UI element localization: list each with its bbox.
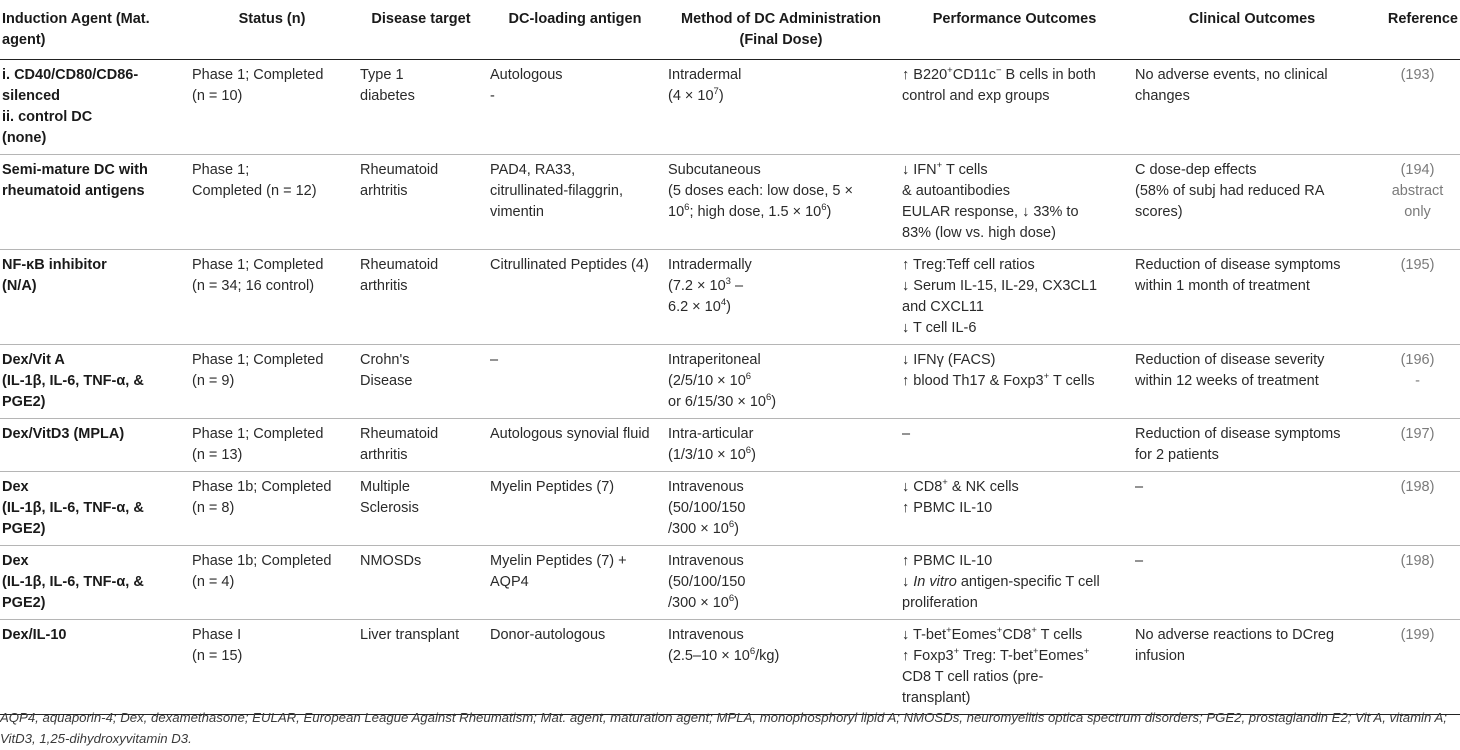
cell-agent: Dex/Vit A (IL-1β, IL-6, TNF-α, & PGE2)	[0, 345, 188, 419]
cell-antigen: Myelin Peptides (7)	[486, 472, 664, 546]
cell-agent: NF-κB inhibitor (N/A)	[0, 250, 188, 345]
cell-reference: (194) abstract only	[1373, 155, 1460, 250]
cell-method: Intradermally ($7.2 \times 10^3$ – $6.2 \times 10^4$)	[664, 250, 898, 345]
cell-method: Intravenous (50/100/150 $/300 \times 10^6$)	[664, 546, 898, 620]
cell-disease: Crohn's Disease	[356, 345, 486, 419]
header-method: Method of DC Administration (Final Dose)	[664, 0, 898, 60]
table-row	[0, 345, 1460, 419]
cell-antigen: Autologous -	[486, 60, 664, 155]
cell-clinical: –	[1131, 472, 1373, 546]
table-row	[0, 620, 1460, 715]
cell-antigen: Autologous synovial fluid	[486, 419, 664, 472]
header-induction-agent: Induction Agent (Mat. agent)	[0, 0, 188, 60]
cell-performance: –	[898, 419, 1131, 472]
header-disease-target: Disease target	[356, 0, 486, 60]
cell-disease: Liver transplant	[356, 620, 486, 715]
table-header-row	[0, 0, 1460, 60]
header-performance-outcomes: Performance Outcomes	[898, 0, 1131, 60]
cell-reference: (198)	[1373, 472, 1460, 546]
table-row	[0, 419, 1460, 472]
cell-disease: Rheumatoid arthritis	[356, 419, 486, 472]
cell-status: Phase 1; Completed (n = 13)	[188, 419, 356, 472]
cell-clinical: C dose-dep effects (58% of subj had reduced RA scores)	[1131, 155, 1373, 250]
cell-clinical: Reduction of disease symptoms for 2 patients	[1131, 419, 1373, 472]
cell-performance: ↓ IFN+ T cells & autoantibodies EULAR response, ↓ 33% to 83% (low vs. high dose)	[898, 155, 1131, 250]
cell-clinical: No adverse reactions to DCreg infusion	[1131, 620, 1373, 715]
cell-performance: ↓ IFNγ (FACS) ↑ blood Th17 & Foxp3+ T cells	[898, 345, 1131, 419]
cell-disease: Rheumatoid arhtritis	[356, 155, 486, 250]
cell-status: Phase 1b; Completed (n = 4)	[188, 546, 356, 620]
cell-clinical: Reduction of disease symptoms within 1 month of treatment	[1131, 250, 1373, 345]
cell-disease: Multiple Sclerosis	[356, 472, 486, 546]
cell-agent: Semi-mature DC with rheumatoid antigens	[0, 155, 188, 250]
cell-status: Phase 1; Completed (n = 34; 16 control)	[188, 250, 356, 345]
cell-performance: ↓ T-bet+Eomes+CD8+ T cells ↑ Foxp3+ Treg: T-bet+Eomes+ CD8 T cell ratios (pre- transplant)	[898, 620, 1131, 715]
cell-status: Phase 1; Completed (n = 9)	[188, 345, 356, 419]
header-status: Status (n)	[188, 0, 356, 60]
cell-method: Intravenous $(2.5-10 \times 10^6/kg)$	[664, 620, 898, 715]
cell-method: Intravenous (50/100/150 $/300 \times 10^6$)	[664, 472, 898, 546]
cell-disease: Rheumatoid arthritis	[356, 250, 486, 345]
cell-performance: ↓ CD8+ & NK cells ↑ PBMC IL-10	[898, 472, 1131, 546]
cell-method: Intraperitoneal ($2/5/10 \times 10^6$ or $6/15/30 \times 10^6$)	[664, 345, 898, 419]
cell-agent: Dex/VitD3 (MPLA)	[0, 419, 188, 472]
cell-clinical: No adverse events, no clinical changes	[1131, 60, 1373, 155]
header-dc-loading-antigen: DC-loading antigen	[486, 0, 664, 60]
cell-performance: ↑ Treg:Teff cell ratios ↓ Serum IL-15, IL-29, CX3CL1 and CXCL11 ↓ T cell IL-6	[898, 250, 1131, 345]
cell-antigen: Donor-autologous	[486, 620, 664, 715]
cell-antigen: –	[486, 345, 664, 419]
cell-performance: ↑ PBMC IL-10 ↓ In vitro antigen-specific T cell proliferation	[898, 546, 1131, 620]
cell-method: Intra-articular $(1/3/10 \times 10^6)$	[664, 419, 898, 472]
cell-agent: Dex/IL-10	[0, 620, 188, 715]
cell-status: Phase 1; Completed (n = 10)	[188, 60, 356, 155]
header-reference: Reference	[1373, 0, 1460, 60]
header-clinical-outcomes: Clinical Outcomes	[1131, 0, 1373, 60]
cell-clinical: Reduction of disease severity within 12 weeks of treatment	[1131, 345, 1373, 419]
table-row	[0, 472, 1460, 546]
cell-method: Subcutaneous (5 doses each: low dose, 5 × $10^6$; high dose, $1.5 \times 10^6$)	[664, 155, 898, 250]
cell-disease: NMOSDs	[356, 546, 486, 620]
cell-reference: (199)	[1373, 620, 1460, 715]
cell-reference: (198)	[1373, 546, 1460, 620]
cell-status: Phase I (n = 15)	[188, 620, 356, 715]
cell-performance: ↑ B220+CD11c− B cells in both control and exp groups	[898, 60, 1131, 155]
cell-status: Phase 1; Completed (n = 12)	[188, 155, 356, 250]
cell-agent: Dex (IL-1β, IL-6, TNF-α, & PGE2)	[0, 546, 188, 620]
cell-reference: (193)	[1373, 60, 1460, 155]
cell-reference: (195)	[1373, 250, 1460, 345]
cell-status: Phase 1b; Completed (n = 8)	[188, 472, 356, 546]
table-row	[0, 250, 1460, 345]
cell-disease: Type 1 diabetes	[356, 60, 486, 155]
cell-antigen: Citrullinated Peptides (4)	[486, 250, 664, 345]
cell-method: Intradermal $(4 \times 10^7)$	[664, 60, 898, 155]
table-row	[0, 60, 1460, 155]
cell-reference: (197)	[1373, 419, 1460, 472]
cell-reference: (196) -	[1373, 345, 1460, 419]
cell-clinical: –	[1131, 546, 1373, 620]
cell-agent: i. CD40/CD80/CD86- silenced ii. control DC (none)	[0, 60, 188, 155]
cell-agent: Dex (IL-1β, IL-6, TNF-α, & PGE2)	[0, 472, 188, 546]
table-row	[0, 155, 1460, 250]
cell-antigen: PAD4, RA33, citrullinated-filaggrin, vimentin	[486, 155, 664, 250]
table-row	[0, 546, 1460, 620]
cell-antigen: Myelin Peptides (7) + AQP4	[486, 546, 664, 620]
table-footnote: AQP4, aquaporin-4; Dex, dexamethasone; EULAR, European League Against Rheumatism; Mat. agent, maturation agent; MPLA, monophosphoryl lipid A; NMOSDs, neuromyelitis optica spectrum disorders; PGE2, prostaglandin E2; Vit A, vitamin A; VitD3, 1,25-dihydroxyvitamin D3.	[0, 710, 1447, 746]
